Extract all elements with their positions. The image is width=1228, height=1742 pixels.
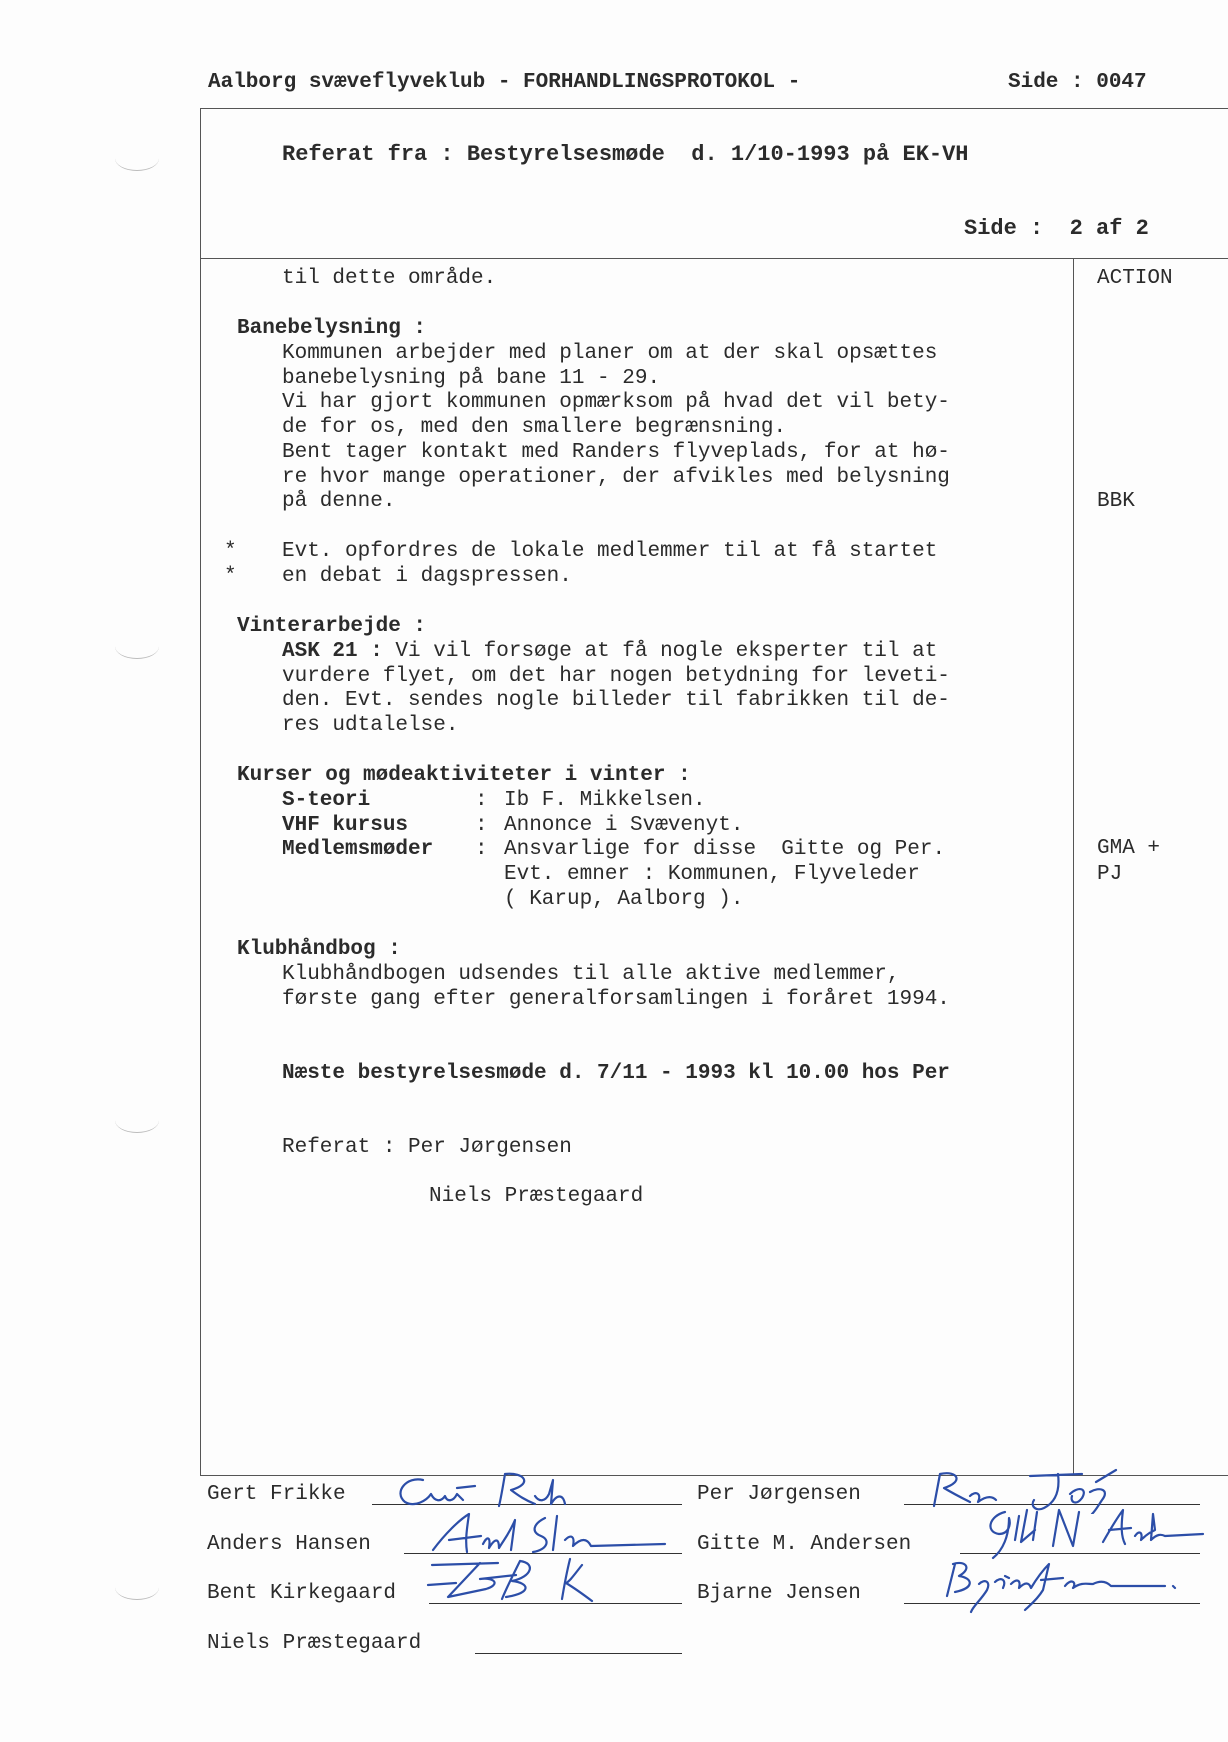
meeting-title: Referat fra : Bestyrelsesmøde d. 1/10-1993 på EK-VH: [282, 142, 969, 167]
signer-name: Gert Frikke: [207, 1483, 346, 1506]
action-pj: PJ: [1097, 863, 1123, 886]
next-meeting: Næste bestyrelsesmøde d. 7/11 - 1993 kl 10.00 hos Per: [282, 1062, 950, 1085]
action-bbk: BBK: [1097, 490, 1135, 513]
action-column-divider: [1073, 258, 1074, 1474]
kurser-item-label: VHF kursus: [282, 814, 409, 837]
intro-line: til dette område.: [282, 267, 497, 290]
banebelysning-line: de for os, med den smallere begrænsning.: [282, 416, 787, 439]
banebelysning-line: banebelysning på bane 11 - 29.: [282, 367, 661, 390]
kurser-item-label: Medlemsmøder: [282, 838, 434, 861]
star-note-line: en debat i dagspressen.: [282, 565, 572, 588]
klubhaandbog-line: Klubhåndbogen udsendes til alle aktive medlemmer,: [282, 963, 900, 986]
signer-name: Per Jørgensen: [697, 1483, 861, 1506]
signer-name: Bent Kirkegaard: [207, 1582, 397, 1605]
vinterarbejde-line: den. Evt. sendes nogle billeder til fabrikken til de-: [282, 689, 950, 712]
ask21-text: Vi vil forsøge at få nogle eksperter til at: [382, 640, 938, 663]
kurser-item-text: Ansvarlige for disse Gitte og Per.: [504, 838, 946, 861]
action-header: ACTION: [1097, 267, 1173, 290]
signer-name: Bjarne Jensen: [697, 1582, 861, 1605]
kurser-item-label: S-teori: [282, 789, 371, 812]
referat-by-2: Niels Præstegaard: [429, 1185, 644, 1208]
action-gma: GMA +: [1097, 837, 1161, 860]
banebelysning-line: re hvor mange operationer, der afvikles med belysning: [282, 466, 950, 489]
punch-hole-3: [115, 1108, 159, 1133]
vinterarbejde-heading: Vinterarbejde :: [237, 615, 427, 638]
vinterarbejde-line: vurdere flyet, om det har nogen betydning for leveti-: [282, 665, 950, 688]
star-marker: *: [224, 540, 237, 563]
protocol-page-number: Side : 0047: [1008, 71, 1147, 94]
banebelysning-line: på denne.: [282, 490, 396, 513]
punch-hole-1: [115, 146, 159, 171]
star-marker: *: [224, 565, 237, 588]
sub-page-number: Side : 2 af 2: [964, 216, 1149, 241]
signature-bjarne-jensen: [925, 1556, 1195, 1614]
signer-name: Niels Præstegaard: [207, 1632, 422, 1655]
kurser-item-text: Ib F. Mikkelsen.: [504, 789, 706, 812]
signature-bent-kirkegaard-bbk: [420, 1555, 620, 1605]
kurser-item-colon: :: [475, 814, 488, 837]
kurser-item-colon: :: [475, 838, 488, 861]
punch-hole-2: [115, 634, 159, 659]
signature-line: [475, 1653, 682, 1654]
klubhaandbog-line: første gang efter generalforsamlingen i foråret 1994.: [282, 988, 950, 1011]
banebelysning-line: Kommunen arbejder med planer om at der skal opsættes: [282, 342, 938, 365]
signer-name: Gitte M. Andersen: [697, 1533, 912, 1556]
referat-by: Referat : Per Jørgensen: [282, 1136, 572, 1159]
banebelysning-line: Bent tager kontakt med Randers flyveplads, for at hø-: [282, 441, 950, 464]
kurser-item-text: Annonce i Svævenyt.: [504, 814, 744, 837]
vinterarbejde-line: res udtalelse.: [282, 714, 459, 737]
ask21-label: ASK 21 :: [282, 640, 383, 663]
star-note-line: Evt. opfordres de lokale medlemmer til at få startet: [282, 540, 938, 563]
signature-gitte-andersen: [975, 1506, 1205, 1562]
kurser-cont-line: ( Karup, Aalborg ).: [504, 888, 744, 911]
signature-anders-hansen: [425, 1510, 675, 1560]
banebelysning-line: Vi har gjort kommunen opmærksom på hvad det vil bety-: [282, 391, 950, 414]
signer-name: Anders Hansen: [207, 1533, 371, 1556]
klubhaandbog-heading: Klubhåndbog :: [237, 938, 401, 961]
punch-hole-4: [115, 1575, 159, 1600]
signature-gert-frikke: [385, 1470, 625, 1510]
kurser-item-colon: :: [475, 789, 488, 812]
kurser-cont-line: Evt. emner : Kommunen, Flyveleder: [504, 863, 920, 886]
banebelysning-heading: Banebelysning :: [237, 317, 427, 340]
kurser-heading: Kurser og mødeaktiviteter i vinter :: [237, 764, 691, 787]
ask21-line: [282, 641, 937, 662]
protocol-header: Aalborg svæveflyveklub - FORHANDLINGSPROTOKOL -: [208, 71, 801, 94]
